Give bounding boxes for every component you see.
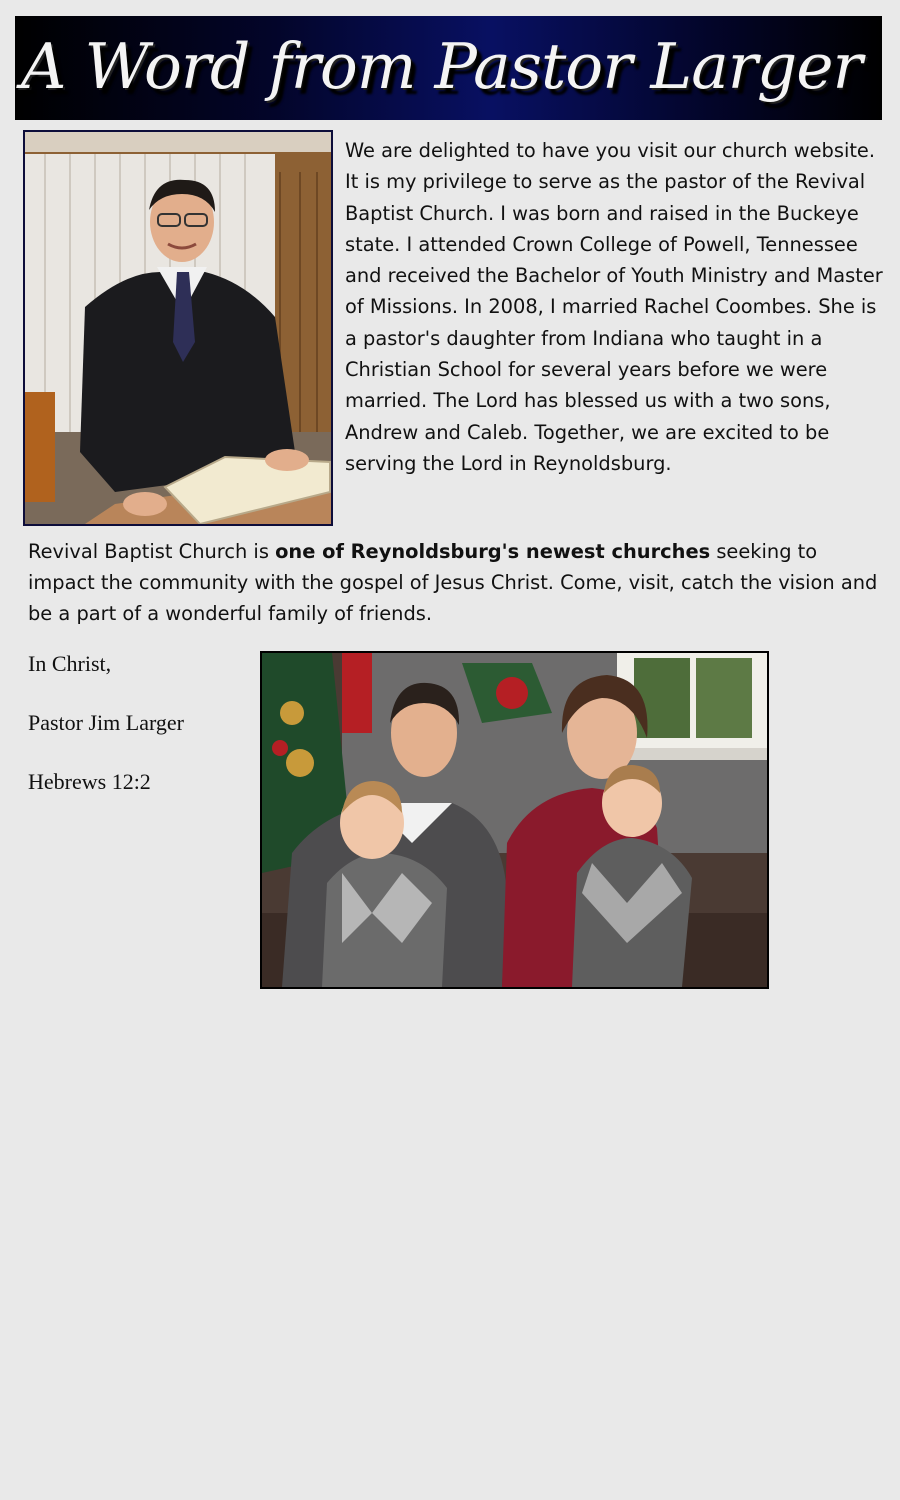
pastor-bio: We are delighted to have you visit our church website. It is my privilege to serve as the pastor of the Revival Baptist Church. I was born and raised in the Buckeye state. I attended Crown College of Powell, Tennessee and received the Bachelor of Youth Ministry and Master of Missions. In 2008, I married Rachel Coombes. She is a pastor's daughter from Indiana who taught in a Christian School for several years before we were married. The Lord has blessed us with a two sons, Andrew and Caleb. Together, we are excited to be serving the Lord in Reynoldsburg. — [345, 139, 883, 475]
signature-verse: Hebrews 12:2 — [28, 769, 151, 794]
signature-name: Pastor Jim Larger — [28, 710, 185, 735]
signature-closing: In Christ, — [28, 651, 112, 676]
signature-block — [28, 652, 248, 829]
mission-statement — [28, 536, 890, 629]
family-photo — [260, 651, 769, 989]
family-photo-illustration — [262, 653, 767, 987]
header-banner — [15, 16, 882, 120]
mission-text-start: Revival Baptist Church is — [28, 540, 276, 563]
pastor-photo — [23, 130, 333, 526]
pastor-photo-illustration — [25, 132, 331, 524]
page-title: A Word from Pastor Larger — [21, 30, 862, 103]
mission-emphasis: one of Reynoldsburg's newest churches — [275, 540, 711, 563]
mission-text-end: seeking to impact the community with the gospel of Jesus Christ. Come, visit, catch the vision and be a part of a wonderful family of friends. — [28, 540, 878, 625]
